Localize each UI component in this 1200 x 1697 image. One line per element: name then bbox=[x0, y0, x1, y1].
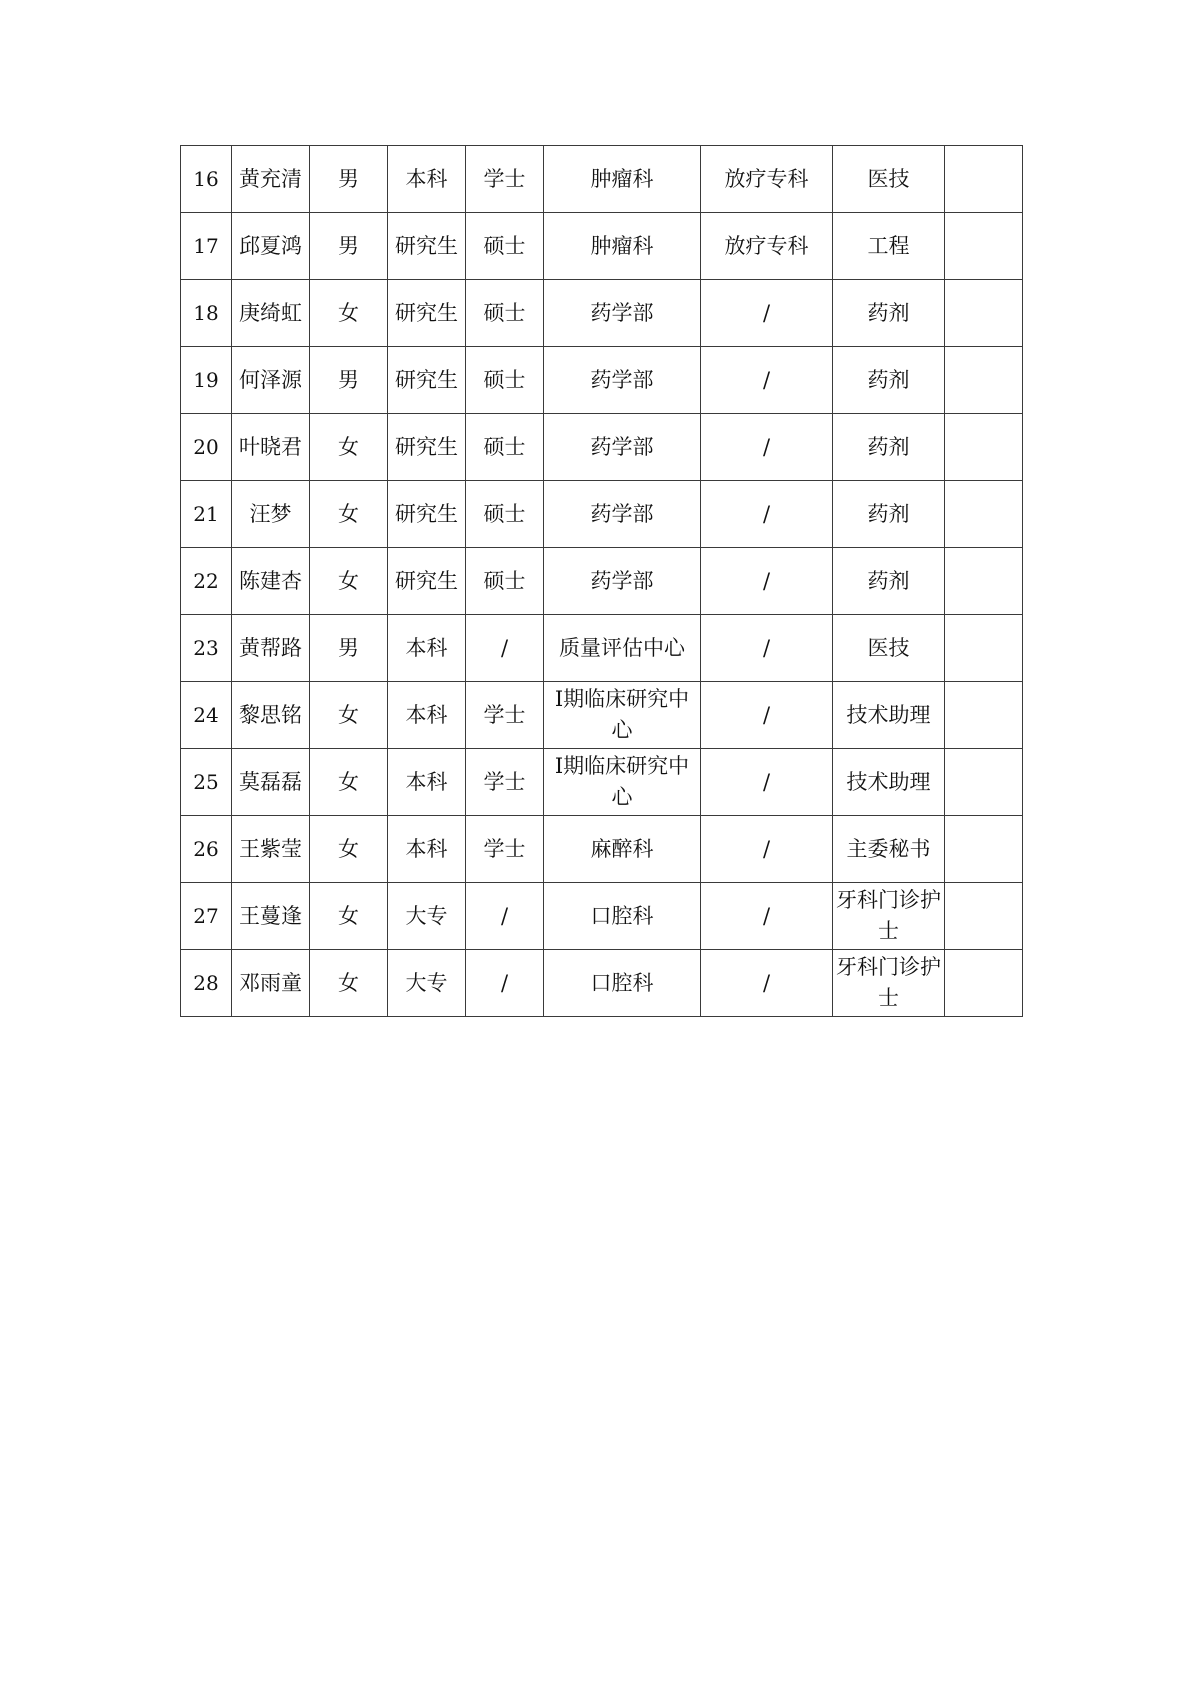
position-cell: 药剂 bbox=[833, 280, 945, 347]
specialty-cell: / bbox=[701, 548, 833, 615]
note-cell bbox=[945, 749, 1023, 816]
specialty-cell: / bbox=[701, 280, 833, 347]
name-cell: 叶晓君 bbox=[232, 414, 310, 481]
position-cell: 药剂 bbox=[833, 481, 945, 548]
department-cell: I期临床研究中心 bbox=[544, 749, 701, 816]
position-cell: 药剂 bbox=[833, 414, 945, 481]
table-row bbox=[181, 280, 1023, 347]
degree-cell: 硕士 bbox=[466, 347, 544, 414]
table-row bbox=[181, 883, 1023, 950]
note-cell bbox=[945, 347, 1023, 414]
row-number-cell: 25 bbox=[181, 749, 232, 816]
department-cell: 药学部 bbox=[544, 280, 701, 347]
position-cell: 主委秘书 bbox=[833, 816, 945, 883]
name-cell: 黄充清 bbox=[232, 146, 310, 213]
gender-cell: 女 bbox=[310, 280, 388, 347]
position-cell: 工程 bbox=[833, 213, 945, 280]
degree-cell: 硕士 bbox=[466, 548, 544, 615]
position-cell: 技术助理 bbox=[833, 682, 945, 749]
specialty-cell: / bbox=[701, 950, 833, 1017]
gender-cell: 女 bbox=[310, 883, 388, 950]
row-number-cell: 28 bbox=[181, 950, 232, 1017]
degree-cell: 硕士 bbox=[466, 414, 544, 481]
name-cell: 庚绮虹 bbox=[232, 280, 310, 347]
gender-cell: 女 bbox=[310, 414, 388, 481]
department-cell: 药学部 bbox=[544, 481, 701, 548]
staff-roster-table bbox=[180, 145, 1023, 1017]
degree-cell: 学士 bbox=[466, 816, 544, 883]
name-cell: 王紫莹 bbox=[232, 816, 310, 883]
name-cell: 黎思铭 bbox=[232, 682, 310, 749]
degree-cell: 学士 bbox=[466, 146, 544, 213]
note-cell bbox=[945, 548, 1023, 615]
specialty-cell: 放疗专科 bbox=[701, 146, 833, 213]
position-cell: 牙科门诊护士 bbox=[833, 950, 945, 1017]
department-cell: 口腔科 bbox=[544, 950, 701, 1017]
gender-cell: 女 bbox=[310, 682, 388, 749]
education-cell: 研究生 bbox=[388, 213, 466, 280]
row-number-cell: 22 bbox=[181, 548, 232, 615]
degree-cell: 学士 bbox=[466, 749, 544, 816]
row-number-cell: 17 bbox=[181, 213, 232, 280]
education-cell: 本科 bbox=[388, 816, 466, 883]
education-cell: 大专 bbox=[388, 950, 466, 1017]
table-row bbox=[181, 749, 1023, 816]
note-cell bbox=[945, 414, 1023, 481]
department-cell: 质量评估中心 bbox=[544, 615, 701, 682]
name-cell: 汪梦 bbox=[232, 481, 310, 548]
specialty-cell: / bbox=[701, 883, 833, 950]
table-row bbox=[181, 682, 1023, 749]
row-number-cell: 23 bbox=[181, 615, 232, 682]
row-number-cell: 16 bbox=[181, 146, 232, 213]
specialty-cell: / bbox=[701, 347, 833, 414]
note-cell bbox=[945, 481, 1023, 548]
name-cell: 莫磊磊 bbox=[232, 749, 310, 816]
note-cell bbox=[945, 213, 1023, 280]
table-row bbox=[181, 347, 1023, 414]
table-row bbox=[181, 414, 1023, 481]
specialty-cell: / bbox=[701, 414, 833, 481]
note-cell bbox=[945, 883, 1023, 950]
degree-cell: / bbox=[466, 615, 544, 682]
department-cell: 麻醉科 bbox=[544, 816, 701, 883]
gender-cell: 女 bbox=[310, 950, 388, 1017]
position-cell: 牙科门诊护士 bbox=[833, 883, 945, 950]
table-row bbox=[181, 146, 1023, 213]
note-cell bbox=[945, 280, 1023, 347]
note-cell bbox=[945, 682, 1023, 749]
education-cell: 研究生 bbox=[388, 347, 466, 414]
department-cell: I期临床研究中心 bbox=[544, 682, 701, 749]
specialty-cell: / bbox=[701, 481, 833, 548]
row-number-cell: 20 bbox=[181, 414, 232, 481]
education-cell: 本科 bbox=[388, 146, 466, 213]
name-cell: 何泽源 bbox=[232, 347, 310, 414]
table-body bbox=[181, 146, 1023, 1017]
position-cell: 药剂 bbox=[833, 548, 945, 615]
department-cell: 药学部 bbox=[544, 414, 701, 481]
education-cell: 研究生 bbox=[388, 414, 466, 481]
name-cell: 邓雨童 bbox=[232, 950, 310, 1017]
row-number-cell: 26 bbox=[181, 816, 232, 883]
position-cell: 医技 bbox=[833, 146, 945, 213]
gender-cell: 男 bbox=[310, 347, 388, 414]
note-cell bbox=[945, 950, 1023, 1017]
department-cell: 肿瘤科 bbox=[544, 146, 701, 213]
table-row bbox=[181, 548, 1023, 615]
row-number-cell: 18 bbox=[181, 280, 232, 347]
education-cell: 研究生 bbox=[388, 481, 466, 548]
row-number-cell: 19 bbox=[181, 347, 232, 414]
name-cell: 王蔓逢 bbox=[232, 883, 310, 950]
specialty-cell: / bbox=[701, 816, 833, 883]
education-cell: 本科 bbox=[388, 615, 466, 682]
education-cell: 研究生 bbox=[388, 548, 466, 615]
table-row bbox=[181, 950, 1023, 1017]
table-row bbox=[181, 816, 1023, 883]
position-cell: 医技 bbox=[833, 615, 945, 682]
name-cell: 黄帮路 bbox=[232, 615, 310, 682]
degree-cell: 学士 bbox=[466, 682, 544, 749]
degree-cell: 硕士 bbox=[466, 213, 544, 280]
row-number-cell: 27 bbox=[181, 883, 232, 950]
name-cell: 邱夏鸿 bbox=[232, 213, 310, 280]
department-cell: 药学部 bbox=[544, 347, 701, 414]
gender-cell: 女 bbox=[310, 548, 388, 615]
note-cell bbox=[945, 816, 1023, 883]
department-cell: 药学部 bbox=[544, 548, 701, 615]
row-number-cell: 24 bbox=[181, 682, 232, 749]
position-cell: 药剂 bbox=[833, 347, 945, 414]
department-cell: 肿瘤科 bbox=[544, 213, 701, 280]
specialty-cell: 放疗专科 bbox=[701, 213, 833, 280]
gender-cell: 女 bbox=[310, 749, 388, 816]
specialty-cell: / bbox=[701, 682, 833, 749]
education-cell: 本科 bbox=[388, 682, 466, 749]
education-cell: 大专 bbox=[388, 883, 466, 950]
table-row bbox=[181, 481, 1023, 548]
education-cell: 本科 bbox=[388, 749, 466, 816]
specialty-cell: / bbox=[701, 615, 833, 682]
note-cell bbox=[945, 615, 1023, 682]
row-number-cell: 21 bbox=[181, 481, 232, 548]
education-cell: 研究生 bbox=[388, 280, 466, 347]
degree-cell: 硕士 bbox=[466, 280, 544, 347]
table-row bbox=[181, 213, 1023, 280]
table-row bbox=[181, 615, 1023, 682]
degree-cell: / bbox=[466, 950, 544, 1017]
specialty-cell: / bbox=[701, 749, 833, 816]
degree-cell: / bbox=[466, 883, 544, 950]
department-cell: 口腔科 bbox=[544, 883, 701, 950]
gender-cell: 男 bbox=[310, 146, 388, 213]
note-cell bbox=[945, 146, 1023, 213]
gender-cell: 男 bbox=[310, 213, 388, 280]
gender-cell: 女 bbox=[310, 481, 388, 548]
position-cell: 技术助理 bbox=[833, 749, 945, 816]
gender-cell: 女 bbox=[310, 816, 388, 883]
name-cell: 陈建杏 bbox=[232, 548, 310, 615]
degree-cell: 硕士 bbox=[466, 481, 544, 548]
gender-cell: 男 bbox=[310, 615, 388, 682]
